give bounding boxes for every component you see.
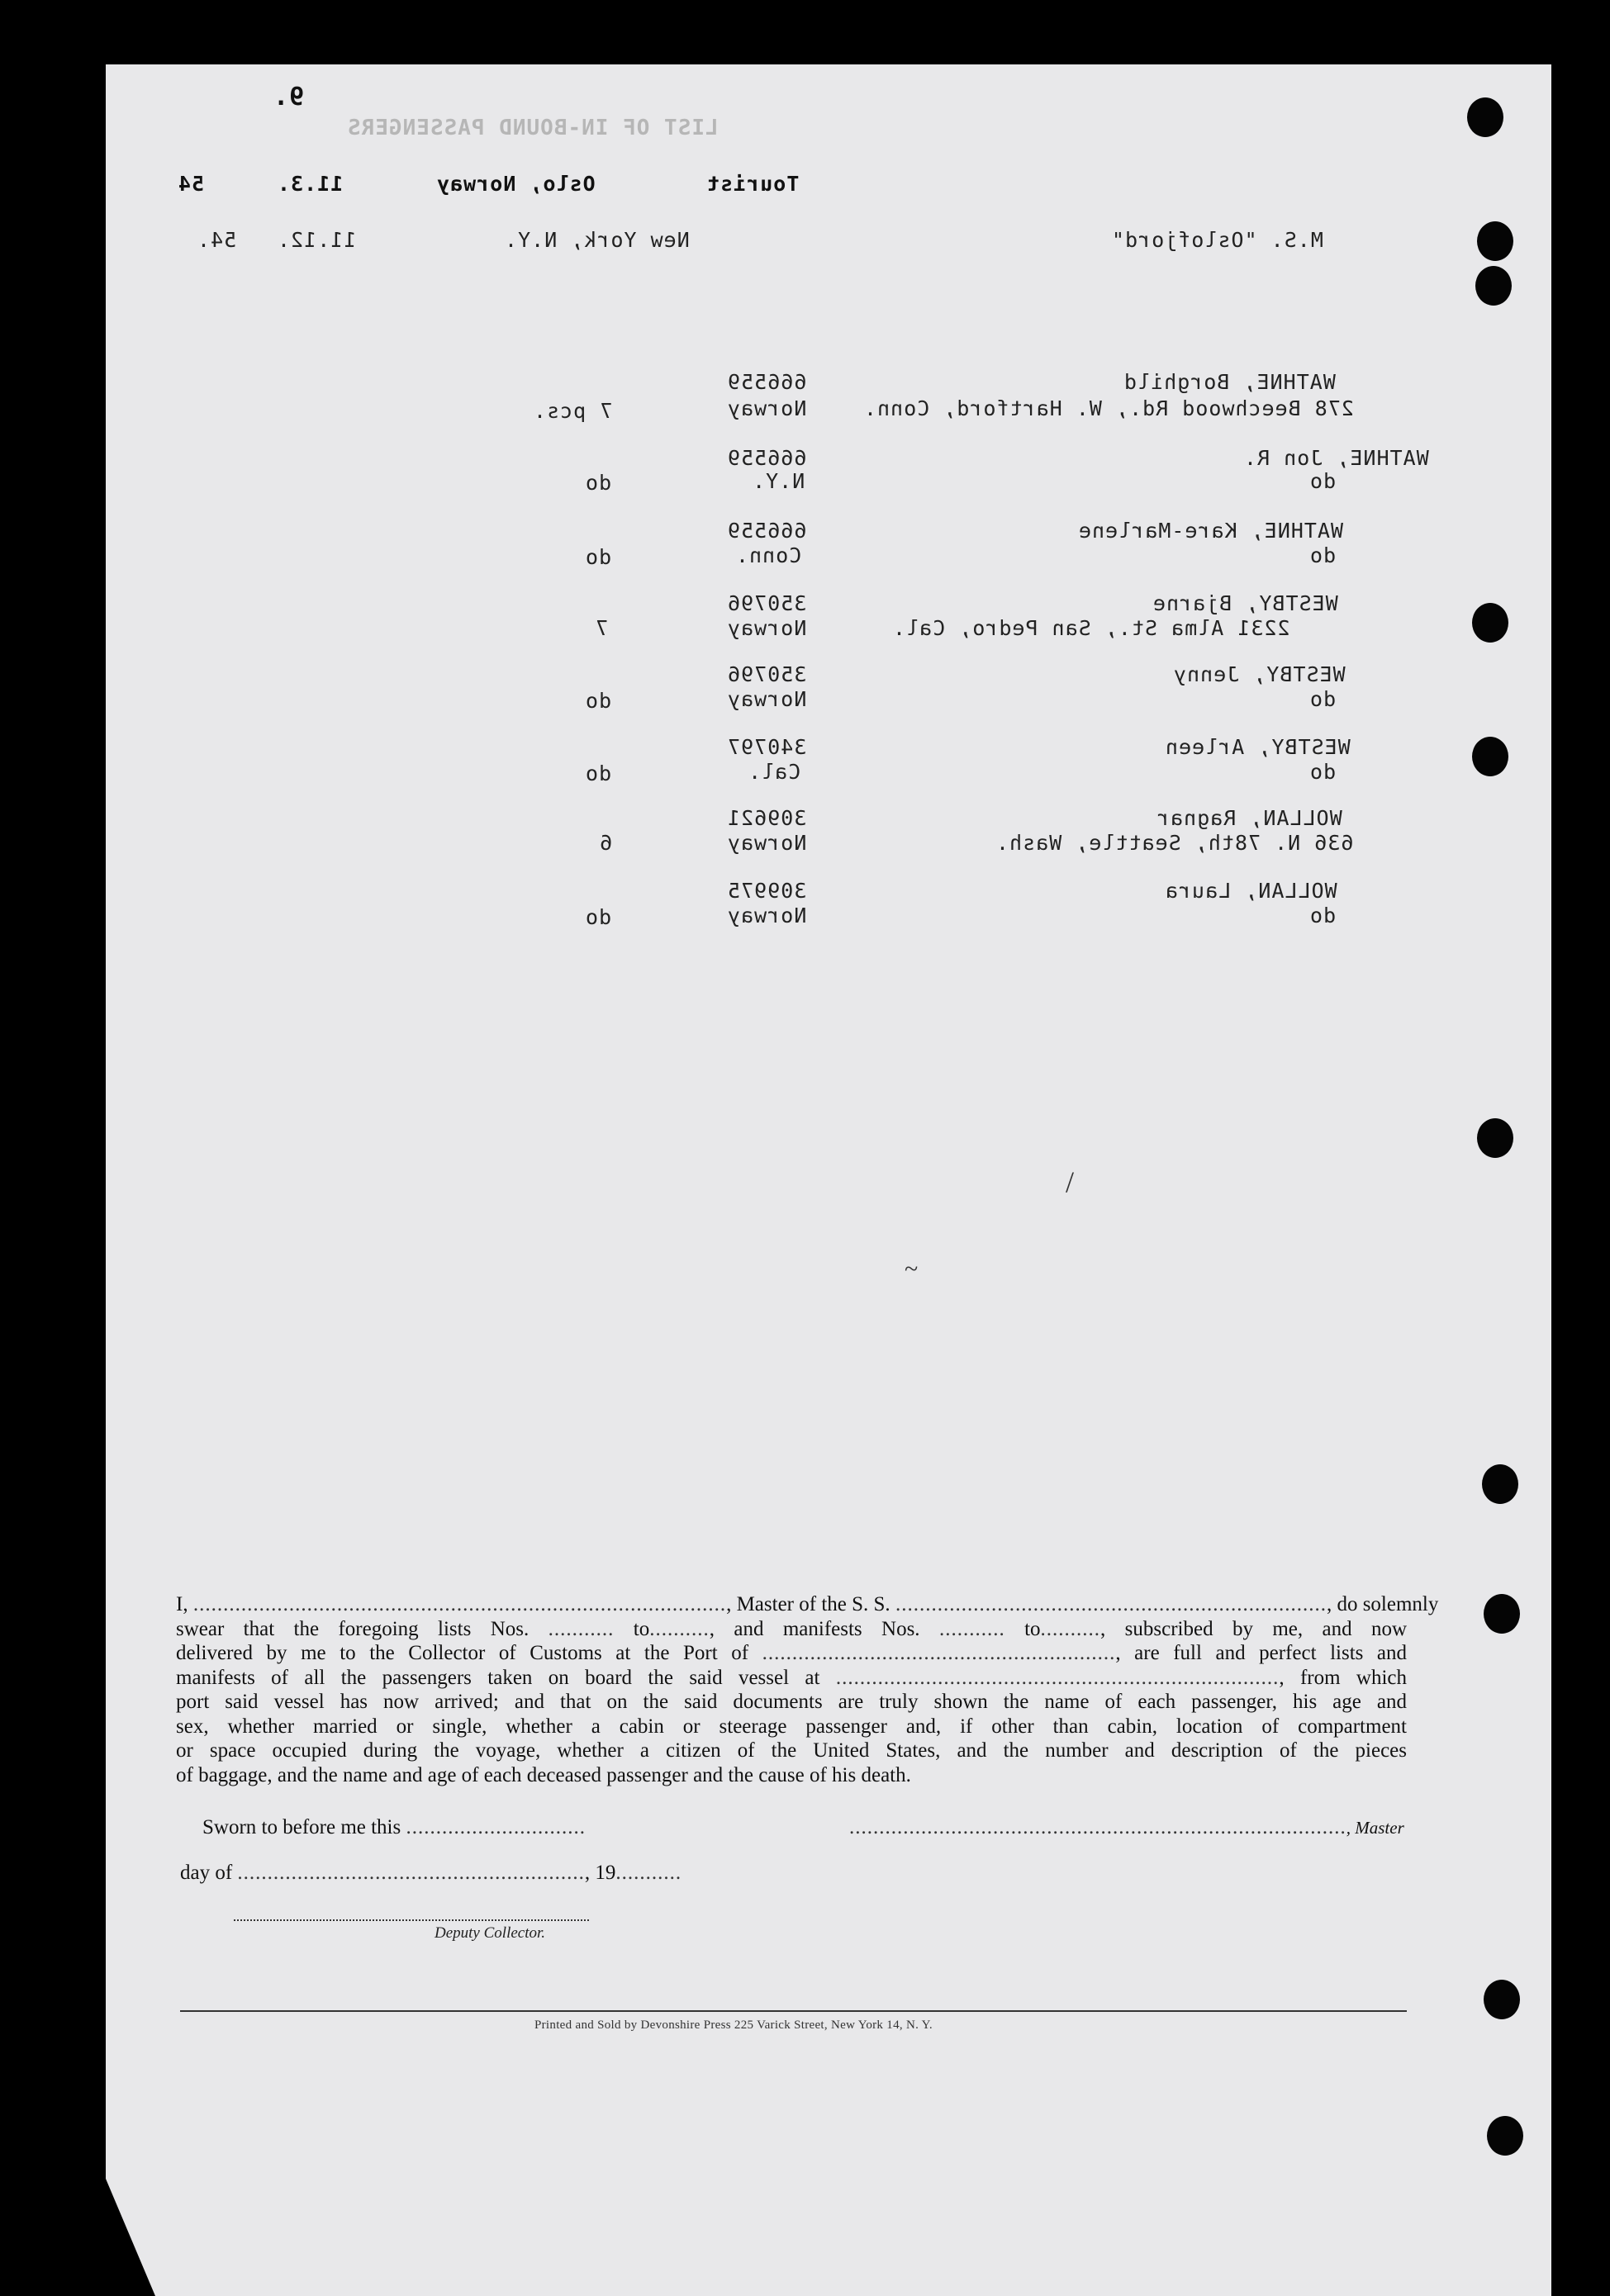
oath-line: sex, whether married or single, whether a cabin or steerage passenger and, if other than cabin, location of compartment [176,1715,1407,1738]
passenger-baggage: do [585,545,612,569]
passenger-baggage: do [585,905,612,929]
passenger-baggage: 7 pcs. [533,399,613,423]
oath-text: , from which [1279,1666,1408,1689]
oath-line: or space occupied during the voyage, whether a citizen of the United States, and the number and description of the pieces [176,1739,1407,1762]
binder-hole [1472,603,1508,643]
oath-text: , and manifests Nos. [709,1617,920,1640]
passenger-number: 350796 [727,591,807,615]
day-of-row: day of .........................................................., 19........... [180,1862,682,1884]
day-of-label: day of [180,1862,233,1884]
oath-text: , Master of the S. S. [726,1593,890,1615]
passenger-state: Norway [727,904,807,927]
passenger-address: do [1309,469,1337,493]
passenger-state: N.Y. [752,469,805,493]
passenger-state: Norway [727,687,807,711]
from-year: 54 [178,172,205,196]
class-label: Tourist [706,172,800,196]
oath-text: to [1024,1617,1041,1640]
oath-line: port said vessel has now arrived; and that on the said documents are truly shown the name of each passenger, his age and [176,1691,1407,1713]
binder-hole [1475,266,1512,306]
passenger-name: WATHNE, Kare-Marlene [1078,519,1344,543]
passenger-name: WESTBY, Jenny [1173,662,1346,686]
passenger-name: WOLLAN, Laura [1165,879,1337,903]
oath-line: delivered by me to the Collector of Customs at the Port of ..........................................................., are full and perfect lists and [176,1642,1408,1664]
passenger-address: do [1309,543,1337,567]
passenger-baggage: do [585,761,612,785]
binder-hole [1477,1118,1513,1158]
oath-line: manifests of all the passengers taken on board the said vessel at .........................................................................., from which [176,1666,1408,1689]
passenger-number: 350796 [727,662,807,686]
oath-line: of baggage, and the name and age of each deceased passenger and the cause of his death. [176,1763,911,1786]
vessel-name: M.S. "Oslofjord" [1111,228,1323,252]
passenger-address: do [1309,687,1337,711]
passenger-address: 278 Beechwood Rd., W. Hartford, Conn. [863,396,1354,420]
pencil-mark: / [1066,1165,1075,1198]
passenger-number: 666559 [727,370,807,394]
passenger-address: do [1309,760,1337,784]
oath-line: I, ........................................................................................., Master of the S. S. ........................................................................, do solemnly [176,1593,1439,1615]
printer-imprint: Printed and Sold by Devonshire Press 225 Varick Street, New York 14, N. Y. [534,2018,933,2032]
passenger-baggage: 7 [595,616,609,640]
passenger-number: 309975 [727,879,807,903]
sworn-label: Sworn to before me this [202,1816,401,1838]
passenger-address: do [1309,904,1337,927]
passenger-number: 340797 [727,735,807,759]
list-title: LIST OF IN-BOUND PASSENGERS [347,116,719,140]
passenger-address: 636 N. 78th, Seattle, Wash. [995,831,1354,855]
passenger-baggage: do [585,689,612,713]
binder-hole [1487,2116,1523,2156]
passenger-name: WOLLAN, Ragnar [1156,806,1342,830]
oath-line: swear that the foregoing lists Nos. ........... to.........., and manifests Nos. ........... to.........., subscribed by me, and now [176,1617,1408,1640]
passenger-number: 666559 [727,519,807,543]
oath-text: , do solemnly [1326,1593,1439,1615]
master-oath [176,1592,1439,1787]
arrival-port: New York, N.Y. [504,228,690,252]
page-number: 9. [273,83,305,111]
passenger-baggage: 6 [599,831,613,855]
deputy-signature-line [234,1919,589,1922]
from-port: Oslo, Norway [436,172,596,196]
oath-text: manifests of all the passengers taken on board the said vessel at [176,1666,820,1689]
arrival-year: 54. [197,228,237,252]
oath-text: , are full and perfect lists and [1115,1642,1408,1664]
binder-hole [1472,737,1508,776]
passenger-state: Conn. [735,543,802,567]
master-label: , Master [1346,1818,1404,1838]
binder-hole [1477,221,1513,261]
from-date: 11.3. [277,172,344,196]
oath-text: swear that the foregoing lists Nos. [176,1617,530,1640]
oath-text: , subscribed by me, and now [1100,1617,1408,1640]
passenger-name: WATHNE, Borghild [1123,370,1336,394]
passenger-name: WESTBY, Arleen [1165,735,1351,759]
binder-hole [1484,1980,1520,2019]
passenger-address: 2231 Alma St., San Pedro, Cal. [892,616,1290,640]
passenger-name: WATHNE, Jon R. [1243,446,1429,470]
oath-text: to [633,1617,650,1640]
binder-hole [1484,1594,1520,1634]
passenger-state: Cal. [748,760,801,784]
passenger-baggage: do [585,471,612,495]
passenger-state: Norway [727,396,807,420]
binder-hole [1467,97,1503,137]
passenger-number: 666559 [727,446,807,470]
binder-hole [1482,1464,1518,1504]
footer-rule [180,2010,1407,2012]
year-label: , 19 [584,1862,616,1884]
sworn-row: Sworn to before me this .............................. [202,1816,586,1838]
arrival-date: 11.12. [277,228,357,252]
oath-text: delivered by me to the Collector of Customs at the Port of [176,1642,749,1664]
passenger-state: Norway [727,831,807,855]
passenger-state: Norway [727,616,807,640]
master-signature-row: ..................................................................................., Master [849,1816,1404,1838]
pencil-mark: ~ [905,1255,919,1283]
oath-text: I, [176,1593,188,1615]
passenger-number: 309621 [727,806,807,830]
passenger-name: WESTBY, Bjarne [1152,591,1338,615]
deputy-collector-label: Deputy Collector. [435,1924,546,1942]
